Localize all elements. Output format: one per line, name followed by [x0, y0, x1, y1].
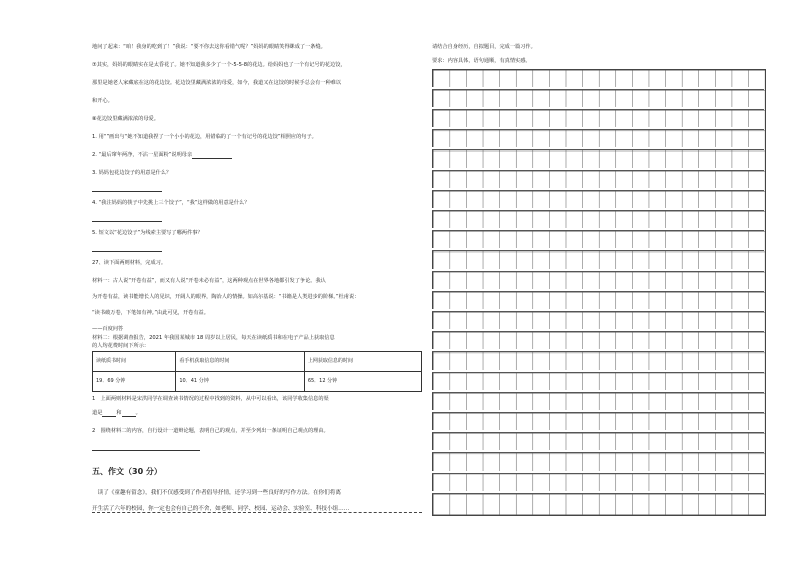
writing-grid-row-gap	[432, 107, 764, 110]
question-1: 1. 用“”画出与“她不知道我捏了一个小小的花边，用错临的了一个有记号的花边饺”相照应的句子。	[92, 134, 317, 140]
writing-grid-row-gap	[432, 188, 764, 191]
answer-line-q5[interactable]	[92, 251, 162, 252]
passage-line-4: 和开心。	[92, 98, 113, 104]
table-cell: 10．41 分钟	[176, 372, 304, 392]
composition-requirements: 要求：内容具体，语句通顺，有真情实感。	[432, 58, 531, 64]
writing-grid-row-gap	[432, 127, 764, 130]
question-3: 3. 妈妈包花边饺子的用意是什么？	[92, 170, 172, 176]
material-1-line-2: 为开卷有益，读书能增长人的见识，开阔人的眼界，陶冶人的情操。如高尔基说：“书籍是人类进步的阶梯。”杜甫说：	[92, 294, 360, 300]
answer-blank-channel-1[interactable]	[102, 411, 116, 417]
writing-grid[interactable]	[432, 69, 766, 516]
material-2-line-1: 材料二：根据调查报告，2021 年我国某城市 18 周岁以上居民，每天在读纸质书和在电子产品上获取信息	[92, 335, 335, 341]
writing-grid-row-gap	[432, 87, 764, 90]
writing-grid-row-gap	[432, 410, 764, 413]
answer-line-debate[interactable]	[92, 450, 200, 451]
q27-title: 27、读下面两则材料，完成习。	[92, 260, 167, 266]
writing-grid-row-gap	[432, 370, 764, 373]
table-header-cell: 看手机获取信息的时间	[176, 352, 304, 372]
writing-grid-row-gap	[432, 147, 764, 150]
table-row	[93, 372, 422, 392]
writing-grid-row-gap	[432, 349, 764, 352]
material-source: ——百度问答	[92, 326, 124, 332]
writing-grid-row-gap	[432, 309, 764, 312]
composition-prompt-line-2: 开生活了六年的校园，你一定也会有自己的不舍，如老师、同学、校园、运动会、实验室、科技小组……	[92, 506, 350, 512]
section-title-composition: 五、作文（30 分）	[92, 467, 162, 476]
writing-grid-row-gap	[432, 430, 764, 433]
page-bottom-divider	[92, 512, 422, 513]
answer-blank-channel-2[interactable]	[122, 411, 136, 417]
question-2-text: 2. “最后窜年两净，不沾一星面粉”说明母亲	[92, 152, 193, 158]
passage-line-2: ⑦其实，妈妈的眼睛实在是太昏花了。她不知道我多少了一个-5-5-8的花边。给妈妈也了一个有记号的花边饺，	[92, 62, 346, 68]
material-1-line-3: “读书破万卷，下笔如有神。”由此可见，开卷有益。	[92, 310, 209, 316]
writing-grid-row-gap	[432, 228, 764, 231]
writing-grid-row-gap	[432, 168, 764, 171]
table-cell: 65．12 分钟	[304, 372, 421, 392]
sub-question-1-blanks	[92, 410, 141, 417]
question-2	[92, 152, 232, 159]
composition-instruction: 请结合自身经历，自拟题目，完成一篇习作。	[432, 44, 536, 50]
table-row	[93, 352, 422, 372]
answer-line-q4[interactable]	[92, 221, 162, 222]
passage-line-3: 那里是她老人家藏底在这的花边饺。花边饺里藏满浓浓的母爱，如今，我道又在这饺的时候手总会有一种难以	[92, 80, 342, 86]
material-2-line-2: 的人均花费时间下所示：	[92, 343, 150, 349]
answer-blank-q2[interactable]	[192, 153, 232, 159]
sub-question-2: 2 围绕材料二的内容，自行设计一道辩论题，表明自己的观点，并至少列出一条证明自己观点的理由。	[92, 428, 329, 434]
writing-grid-row-gap	[432, 329, 764, 332]
table-cell: 19．69 分钟	[93, 372, 176, 392]
reading-time-table	[92, 351, 422, 392]
table-header-cell: 读纸质书时间	[93, 352, 176, 372]
writing-grid-row-gap	[432, 491, 764, 494]
answer-line-q3[interactable]	[92, 191, 162, 192]
sub-question-1-join: 和	[116, 410, 122, 416]
sub-question-1-end: 。	[135, 410, 141, 416]
writing-grid-row-gap	[432, 471, 764, 474]
question-5: 5. 短文以“花边饺子”为线索主要写了哪两件事？	[92, 230, 203, 236]
material-1-line-1: 材料一：古人说“开卷有益”，而又有人说“开卷未必有益”，这两种观点在世界各地都引发了争论。我认	[92, 278, 326, 284]
passage-line-1: 地问了起来：“咱！我身的吃到了！”我说：“要不你去这你看错气呢？”妈妈的眼睛笑得眯成了一条缝。	[92, 44, 326, 50]
question-4: 4. “我注妈妈的筷子中先挑上三个饺子”，“我”这样做的用意是什么？	[92, 200, 250, 206]
table-header-cell: 上网获取信息的时间	[304, 352, 421, 372]
writing-grid-row-gap	[432, 390, 764, 393]
composition-prompt-line-1: 读了《童趣有留念》，我们不仅感受到了作者倡导抒情，还学习到一些良好的写作方法。在你们将离	[92, 490, 341, 496]
writing-grid-row-gap	[432, 208, 764, 211]
sub-question-1-prefix: 道是	[92, 410, 103, 416]
writing-grid-row-gap	[432, 450, 764, 453]
writing-grid-row-gap	[432, 289, 764, 292]
sub-question-1: 1 上面两则材料是宋洪同学在调查读书情况的过程中找到的资料，从中可以看出，该同学收集信息的渠	[92, 396, 329, 402]
writing-grid-row-gap	[432, 269, 764, 272]
writing-grid-row-gap	[432, 248, 764, 251]
passage-line-5: ⑧花边饺里藏满浓浓的母爱。	[92, 116, 159, 122]
